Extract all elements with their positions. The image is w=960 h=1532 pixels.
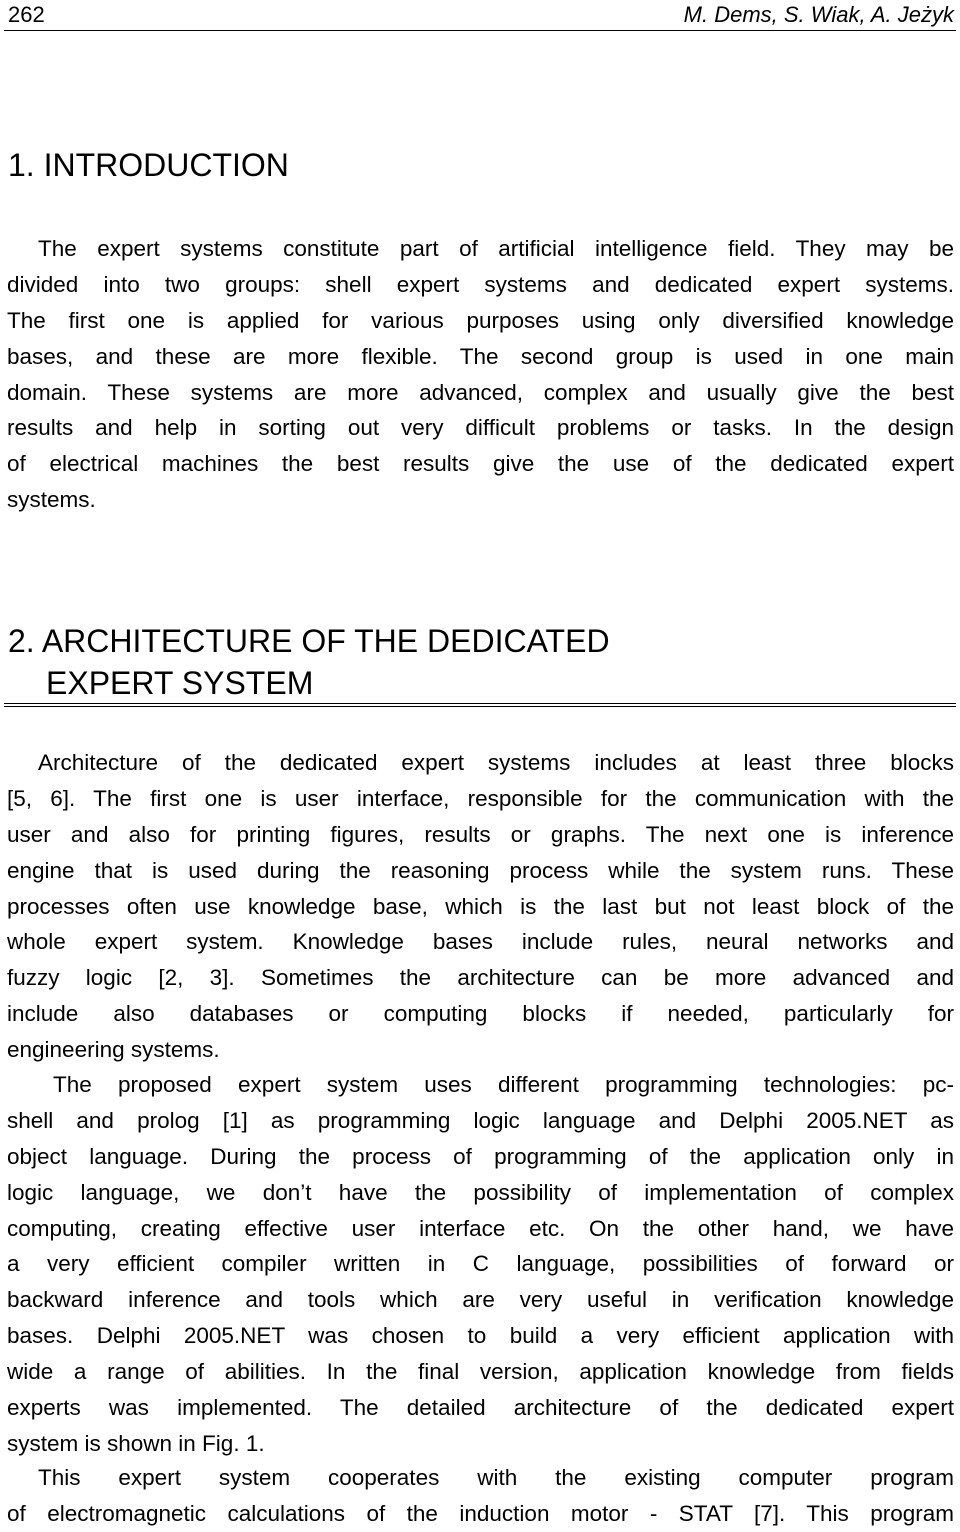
text-line: object language. During the process of programming of the application only in (7, 1143, 954, 1169)
text-line: backward inference and tools which are very useful in verification knowledge (7, 1287, 954, 1313)
text-line: This expert system cooperates with the existing computer program (38, 1465, 954, 1490)
text-line: engine that is used during the reasoning process while the system runs. These (7, 857, 954, 883)
text-line: Architecture of the dedicated expert systems includes at least three blocks (38, 750, 954, 775)
text-line: systems. (7, 487, 96, 513)
heading-double-rule (4, 703, 956, 707)
text-line: domain. These systems are more advanced, complex and usually give the best (7, 379, 954, 405)
text-line: bases. Delphi 2005.NET was chosen to build a very efficient application with (7, 1323, 954, 1349)
text-line: user and also for printing figures, results or graphs. The next one is inference (7, 821, 954, 847)
paragraph-cooperation (7, 1460, 954, 1532)
text-line: logic language, we don’t have the possibility of implementation of complex (7, 1179, 954, 1205)
text-line: bases, and these are more flexible. The second group is used in one main (7, 343, 954, 369)
text-line: computing, creating effective user interface etc. On the other hand, we have (7, 1215, 954, 1241)
running-head-authors: M. Dems, S. Wiak, A. Jeżyk (683, 2, 954, 27)
text-line: of electrical machines the best results give the use of the dedicated expert (7, 451, 954, 477)
text-line: wide a range of abilities. In the final version, application knowledge from fields (7, 1359, 954, 1385)
text-line: processes often use knowledge base, which is the last but not least block of the (7, 893, 954, 919)
text-line: include also databases or computing blocks if needed, particularly for (7, 1001, 954, 1027)
text-line: The first one is applied for various purposes using only diversified knowledge (7, 307, 954, 333)
text-line: [5, 6]. The first one is user interface, responsible for the communication with the (7, 785, 954, 811)
text-line: fuzzy logic [2, 3]. Sometimes the architecture can be more advanced and (7, 965, 954, 991)
text-line: divided into two groups: shell expert systems and dedicated expert systems. (7, 271, 954, 297)
text-line: shell and prolog [1] as programming logic language and Delphi 2005.NET as (7, 1107, 954, 1133)
text-line: The expert systems constitute part of artificial intelligence field. They may be (38, 236, 954, 261)
text-line: engineering systems. (7, 1037, 220, 1063)
page-number: 262 (8, 2, 45, 27)
text-line: a very efficient compiler written in C language, possibilities of forward or (7, 1251, 954, 1277)
section-heading-introduction: 1. INTRODUCTION (8, 147, 289, 183)
paragraph-proposed-system (7, 1067, 954, 1462)
text-line: experts was implemented. The detailed architecture of the dedicated expert (7, 1395, 954, 1421)
section-heading-line: EXPERT SYSTEM (46, 665, 314, 701)
page-header (4, 0, 956, 31)
text-line: system is shown in Fig. 1. (7, 1430, 265, 1456)
section-heading-line: 2. ARCHITECTURE OF THE DEDICATED (8, 623, 610, 659)
text-line: The proposed expert system uses different programming technologies: pc- (53, 1072, 954, 1097)
text-line: whole expert system. Knowledge bases include rules, neural networks and (7, 929, 954, 955)
text-line: results and help in sorting out very difficult problems or tasks. In the design (7, 415, 954, 441)
paragraph-architecture (7, 745, 954, 1068)
section-heading-architecture (8, 620, 610, 704)
paragraph-introduction (7, 231, 954, 518)
text-line: of electromagnetic calculations of the induction motor - STAT [7]. This program (7, 1500, 954, 1526)
